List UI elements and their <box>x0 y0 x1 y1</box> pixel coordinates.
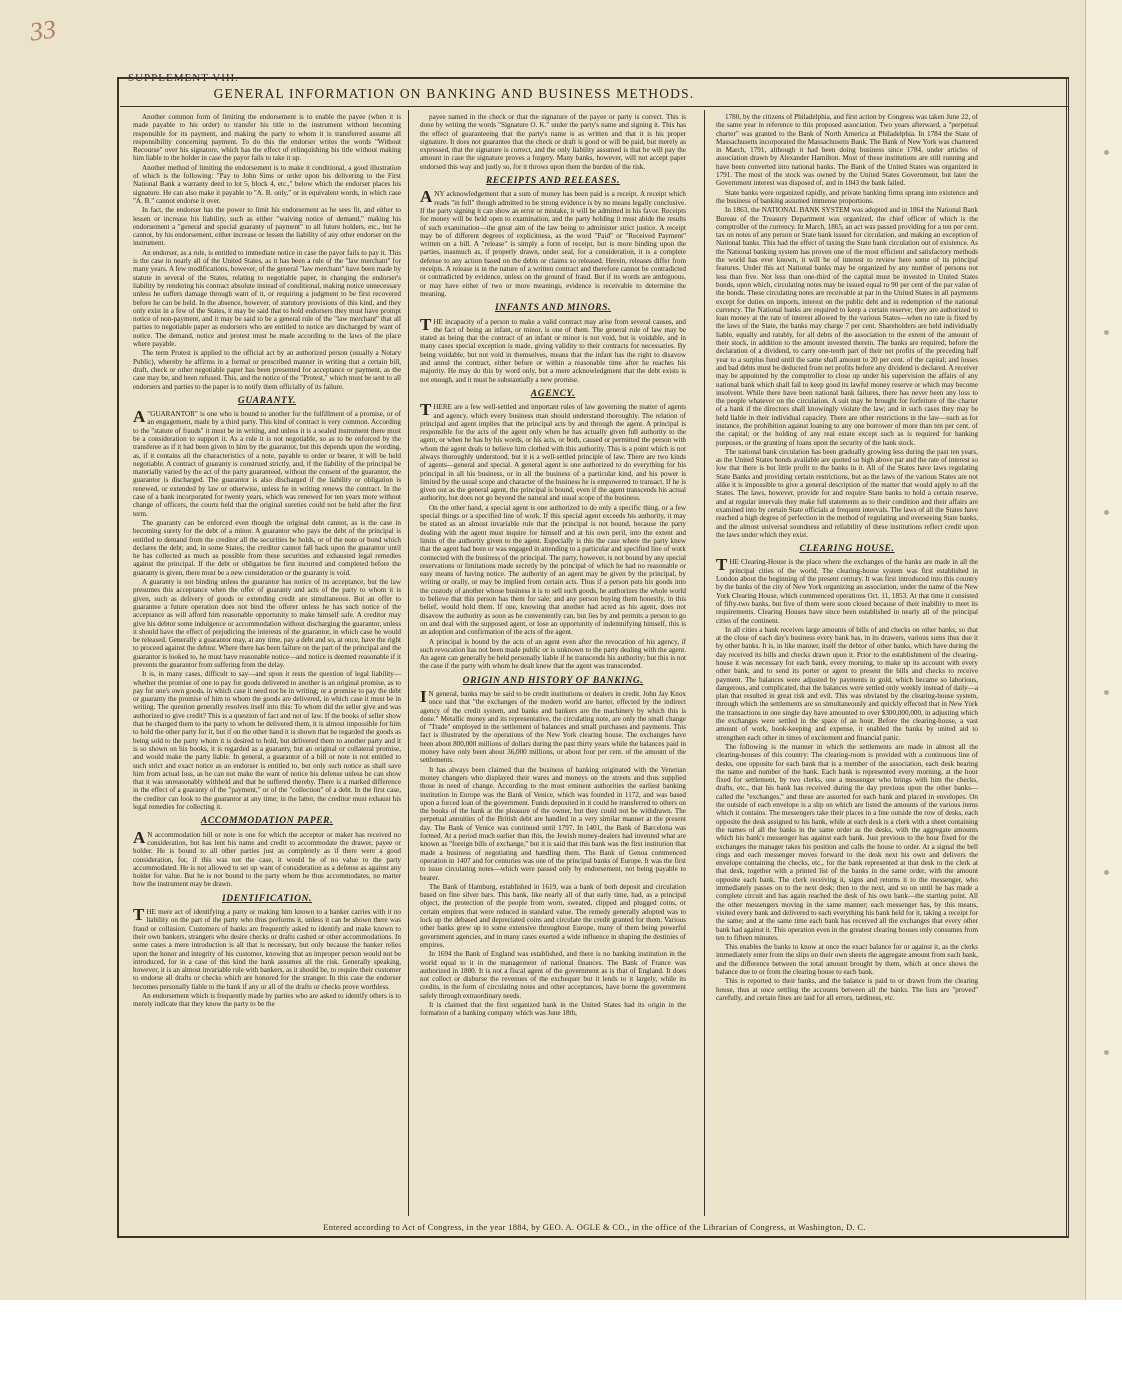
text-column-2 <box>420 113 686 1213</box>
column-divider <box>704 110 705 1216</box>
frame-top-border <box>117 77 1069 79</box>
paragraph: THE Clearing-House is the place where the exchanges of the banks are made in all the principal cities of the world. The clearing-house system was first established in London about the beginning of the present century. It was first introduced into this country by the banks of the city of New York organizing an association, under the name of the New York Clearing House, which commenced operations Oct. 11, 1853. At that time it consisted of fifty-two banks, but five of them were soon closed because of their inability to meet its requirements. Clearing Houses have since been established in nearly all of the principal cities of the continent. <box>716 555 978 625</box>
paragraph: ANY acknowledgement that a sum of money has been paid is a receipt. A receipt which reads "in full" though admitted to be strong evidence is by no means legally conclusive. If the party signing it can show an error or mistake, it will be admitted in his favor. Receipts for money will be held open to examination, and the party holding it must abide the results of such examination—the great aim of the law being to administer strict justice. A receipt may be of different degrees of explicitness, as the word "Paid" or "Received Payment" written on a bill. A "release" is simply a form of receipt, but is more binding upon the parties, inasmuch as, if properly drawn, under seal, for a consideration, it is a complete defense to any action based on the debts or claims so released. Herein, releases differ from receipts. A release is in the nature of a written contract and therefore cannot be contradicted or contradicted by evidence, unless on the ground of fraud. But if its words are ambiguous, or may have either of two or more meanings, evidence is receivable to determine the meaning. <box>420 187 686 298</box>
paragraph: In all cities a bank receives large amounts of bills of and checks on other banks, so that at the close of each day's business every bank has, in its drawers, various sums thus due it by other banks. It is, in like manner, itself the debtor of other banks, which have during the day received its bills and checks drawn upon it. Prior to the establishment of the clearing-house it was necessary for each bank, every morning, to make up its account with every other bank, and to send its porter or agent to present the bills and checks to receive payment. The balances were adjusted by payments in gold, which became so laborious, dangerous, and complicated, that the balances were settled only weekly instead of daily—a plan that resulted in great risk and evil. This was obviated by the clearing-house system, through which the settlements are so simultaneously and quickly effected that in New York the transactions in one single day have amounted to over $300,000,000, in adjusting which the exchanges were settled in the space of an hour. Before the clearing-house, a vast amount of work, book-keeping and expense, it enabled the banks by united aid to strengthen each other in times of excitement and financial panic. <box>716 625 978 742</box>
binding-hole <box>1104 870 1109 875</box>
paragraph: The Bank of Hamburg, established in 1619, was a bank of both deposit and circulation based on fine silver bars. This bank, like nearly all of that early time, had, as a principal object, the protection of the people from worn, sweated, clipped and plugged coins, or certain empires that were reduced in standard value. The remedy generally adopted was to lock up the debased and depreciated coins and circulate the credit granted for them. Various other banks grew up to some extensive throughout Europe, many of them being powerful government agencies, and in many cases exerted a wide influence in shaping the destinies of empires. <box>420 882 686 949</box>
paragraph: Another method of limiting the endorsement is to make it conditional, a good illustration of which is the following: "Pay to John Sims or order upon his delivering to the First National Bank a warranty deed to lot 5, block 4, etc.," below which the endorser places his signature. He can also make it payable to "A. B. only," or in equivalent words, in which case "A. B." cannot endorse it over. <box>133 163 401 205</box>
paragraph: An endorsement which is frequently made by parties who are asked to identify others is to merely indicate that they know the party to be the <box>133 991 401 1009</box>
paragraph: In fact, the endorser has the power to limit his endorsement as he sees fit, and either to lessen or increase his liability, such as either "waiving notice of demand," making his endorsement a "general and special guaranty of payment" to all future holders, etc., but he cannot, by his endorsement, either increase or lessen the liability of any other endorser on the instrument. <box>133 206 401 248</box>
section-heading-clearing-house: CLEARING HOUSE. <box>799 544 895 555</box>
paragraph: It has always been claimed that the business of banking originated with the Venetian money changers who displayed their wares and moneys on the streets and thus supplied those in need of change. According to the most eminent authorities the earliest banking institution in Europe was the Bank of Venice, which was founded in 1172, and was based upon a forced loan of the government. Funds deposited in it could be transferred to others on the books of the bank at the pleasure of the owner, but they could not be withdrawn. The perpetual annuities of the British debt are handled in a very similar manner at the present day. The Bank of Venice was continued until 1797. In 1401, the Bank of Barcelona was formed. At a period much earlier than this, the Jewish money-dealers had invented what are known as "foreign bills of exchange," but it is said that this bank was the first institution that made a business of negotiating and handling them. The Bank of Genoa commenced operation in 1407 and for centuries was one of the principal banks of Europe. It was the first to issue circulating notes—which were passed only by endorsement, not being payable to bearer. <box>420 765 686 882</box>
paragraph: It is claimed that the first organized bank in the United States had its origin in the formation of a banking company which was June 18th, <box>420 1000 686 1018</box>
frame-right-border <box>1066 78 1069 1238</box>
paragraph: Another common form of limiting the endorsement is to enable the payee (when it is made payable to his order) to transfer his title to the instrument without becoming responsible for its payment, and making the party to whom it is transferred assume all responsibility concerning payment. To do this the endorser writes the words "Without Recourse" over his signature, which has the effect of relinquishing his title without making him liable to the holder in case the payor fails to take it up. <box>133 113 401 163</box>
binding-hole <box>1104 510 1109 515</box>
section-heading-accommodation-paper: ACCOMMODATION PAPER. <box>200 816 334 827</box>
paragraph: THERE are a few well-settled and important rules of law governing the matter of agents and agency, which every business man should understand thoroughly. The relation of principal and agent implies that the principal acts by and through the agent. A principal is responsible for the acts of the agent only when he has actually given full authority to the agent, or when he has by his words, or his acts, or both, caused or permitted the person with whom the agent deals to believe him clothed with this authority. This is a point which is not always thoroughly understood, but it is a well-settled principle of law. There are two kinds of agents—general and special. A general agent is one authorized to do everything for his principal in all his business, or in all the business of a particular kind, and his power is limited by the usual scope and character of the business he is empowered to transact. If he is given out as the general agent, the principal is bound, even if the agent transcends his actual authority, but does not go beyond the natural and usual scope of the business. <box>420 400 686 503</box>
paragraph: THE mere act of identifying a party or making him known to a banker carries with it no liability on the part of the party who thus preforms it, unless it can be shown there was fraud or collusion. Customers of banks are frequently asked to identify and make known to their own bankers, strangers who desire checks or drafts cashed or other accommodations. In some cases a mere introduction is all that is necessary, but only because the banker relies upon the honor and integrity of his customer, knowing that an improper person would not be introduced, for in a case of this kind the bank assumes all the risk. Generally speaking, however, it is an almost invariable rule with bankers, as it should be, to require their customer to endorse all drafts or checks which are honored for the stranger. In this case the endorser becomes personally liable to the bank if any or all of the drafts or checks prove worthless. <box>133 905 401 991</box>
paragraph: It is, in many cases, difficult to say—and upon it rests the question of legal liability—whether the promise of one to pay for goods delivered to another is an original promise, as to pay for one's own goods, in which case it need not be in writing; or a promise to pay the debt or guaranty the promise of him to whom the goods are delivered, in which case it must be in writing. The question generally resolves itself into this: To whom did the seller give and was authorized to give credit? This is a question of fact and not of law. If the books of seller show that he charged them to the party to whom he delivered them, it is almost impossible for him to hold the other party for it, but if on the other hand it is shown that he regarded the goods as being sold to the party whom it is desired to hold, but delivered them to another party and it is so shown on his books, it is regarded as a guaranty, but an original or collateral promise, and would make the party liable. In general, a guarantor of a bill or note is not entitled to such strict and exact notice as an endorser is entitled to, but only such notice as shall save him from actual loss, as he can not make the want of notice his defense unless he can show that it was unreasonably withheld and that he suffered thereby. There is a marked difference in the effect of a guaranty of the "payment," or of the "collection" of a debt. In the first case, the creditor can look to the guarantor at any time; in the latter, the creditor must exhaust his legal remedies for collecting it. <box>133 670 401 812</box>
page-number-mark: 33 <box>28 14 58 47</box>
paragraph: The guaranty can be enforced even though the original debt cannot, as is the case in becoming surety for the debt of a minor. A guarantor who pays the debt of the principal is entitled to demand from the creditor all the securities he holds, or of the note or bond which declares the debt; and, in some States, the creditor cannot fall back upon the guarantor until he has collected as much as possible from these securities and exhausted legal remedies against the principal. If the debt or obligation be first incurred and completed before the guaranty is given, there must be a new consideration or the guaranty is void. <box>133 518 401 577</box>
supplement-label: SUPPLEMENT VIII. <box>128 72 239 84</box>
section-heading-guaranty: GUARANTY. <box>237 395 297 406</box>
paragraph: In 1694 the Bank of England was established, and there is no banking institution in the world equal to it in the management of national finances. The Bank of France was authorized in 1800. It is not a fiscal agent of the government as is that of England. It does not collect or disburse the revenues of the exchequer but it lends to it largely, while its credits, in the form of circulating notes and other acceptances, have borne the government safely through extraordinary needs. <box>420 950 686 1000</box>
binding-hole <box>1104 1050 1109 1055</box>
text-column-3 <box>716 113 978 1213</box>
page-title: GENERAL INFORMATION ON BANKING AND BUSINESS METHODS. <box>213 86 695 101</box>
paragraph: A principal is bound by the acts of an agent even after the revocation of his agency, if such revocation has not been made public or is unknown to the party dealing with the agent. An agent can generally be held personally liable if he transcends his authority; but this is not the case if the party with whom he dealt knew that the agent was transcended. <box>420 637 686 671</box>
paragraph: 1780, by the citizens of Philadelphia, and first action by Congress was taken June 22, of the same year in reference to this proposed association. Two years afterward, a "perpetual charter" was granted to the Bank of North America at Philadelphia. In 1784 the State of Massachusetts incorporated the Massachusetts Bank. The Bank of New York was chartered in March, 1791, although it had been doing business since 1784, under articles of association drawn by Alexander Hamilton. Most of these institutions are still running and have been converted into national banks. The Bank of the United States was organized in 1791. The most of the stock was owned by the United States Government, but later the Government interest was disposed of, and in 1843 the bank failed. <box>716 113 978 188</box>
paragraph: The national bank circulation has been gradually growing less during the past ten years, as the United States bonds available are quoted so high above par and the rate of interest so low that there is but little profit to the banks in it. All of the States have laws regulating State Banks and providing certain restrictions, but as the laws of the various States are not alike it is impossible to give a general description of the matter that would apply to all the States. The laws, however, provide for and require State banks to hold a certain reserve, and at regular intervals they make full statements as to their condition and their affairs are examined into by certain State officials at frequent intervals. The laws of all the States have reached a high degree of perfection in the method of regulating and overseeing State banks, and the almost universal soundness and reliability of these institutions reflect credit upon the laws under which they exist. <box>716 447 978 539</box>
paragraph: AN accommodation bill or note is one for which the acceptor or maker has received no consideration, but has lent his name and credit to accommodate the drawer, payee or holder. He is bound to all other parties just as completely as if there were a good consideration, for, if this was not the case, it would be of no value to the party accommodated. He is not allowed to set up want of consideration as a defense as against any holder for value. But he is not bound to the party whom he thus accommodates, no matter how the instrument may be drawn. <box>133 827 401 889</box>
section-heading-infants-minors: INFANTS AND MINORS. <box>494 303 612 314</box>
text-column-1 <box>133 113 401 1213</box>
binding-hole <box>1104 330 1109 335</box>
paragraph: IN general, banks may be said to be credit institutions or dealers in credit. John Jay Knox once said that "the exchanges of the modern world are barter, effected by the indirect agency of the credit system, and banks and bankers are the machinery by which this is done." Metallic money and its representative, the circulating note, are only the small change of "Trade" employed in the settlement of balances and small purchases and payments. This fact is illustrated by the operations of the New York clearing house. The exchanges have been about 800,000 millions of dollars during the past thirty years while the balances paid in money have only been about 36,000 millions, or about four per cent. of the amount of the settlements. <box>420 687 686 765</box>
paragraph: payee named in the check or that the signature of the payee or party is correct. This is done by writing the words "Signature O. K." under the party's name and signing it. This has the effect of guaranteeing that the party's name is as written and that it is his proper signature. It does not guarantee that the check or draft is good or will be paid, but merely as expressed, that the signature is correct, and the only liability assumed is that he will pay the amount in case the signature proves a forgery. Many banks, however, will not accept paper endorsed this way and justly so, for it throws upon them the burden of the risk. <box>420 113 686 171</box>
section-heading-identification: IDENTIFICATION. <box>221 893 313 904</box>
paragraph: An endorser, as a rule, is entitled to immediate notice in case the payor fails to pay it. This is the case in nearly all of the United States, as it has been a rule of the "law merchant" for many years. A few modifications, however, of the general "law merchant" have been made by statute in several of the States, relating to negotiable paper, in changing the endorser's liability by rendering his contract absolute instead of conditional, making notice unnecessary unless he suffers damage through want of it, or requiring a judgment to be first recovered before he can be held. In the absence, however, of statutory provisions of this kind, and they only exist in a few of the States, it may be said that to hold endorsers they must have prompt notice of non-payment, and it may be said to be a general rule of the "law merchant" that all parties to negotiable paper as endorsers who are entitled to notice are discharged by want of notice. The demand, notice and protest must be made according to the laws of the place where payable. <box>133 248 401 349</box>
paragraph: This enables the banks to know at once the exact balance for or against it, as the clerks immediately enter from the slips on their own sheets the aggregate amount from each bank, and the difference between the total amount brought by them, which at once shows the balance due to or from the clearing house to each bank. <box>716 943 978 976</box>
frame-bottom-border <box>117 1236 1069 1238</box>
paragraph: The following is the manner in which the settlements are made in almost all the clearing-houses of this country: The clearing-room is provided with a continuous line of desks, one opposite for each bank that is a member of the association, each desk bearing the name and number of the bank. Each bank is represented every morning, at the hour fixed for settlement, by two clerks, one a messenger who brings with him the checks, drafts, etc., that his bank has received during the day previous upon the other banks—called the "exchanges," and these are assorted for each bank and placed in envelopes. On the outside of each envelope is a slip on which are listed the amounts of the various items which it contains. The messengers take their places in a line outside the row of desks, each opposite the desk assigned to his bank, while at each desk is a clerk with a sheet containing the names of all the banks in the same order as the desks, with the aggregate amounts which his bank's messenger has against each bank. Just previous to the hour fixed for the exchanges the manager takes his position and calls the house to order. At a signal the bell rings and each messenger moves forward to the desk next his own and delivers the envelope containing the checks, etc., for the bank represented at that desk to the clerk at that desk, together with a printed list of the banks in the same order, with the amount opposite each bank. The clerk receiving it, signs and returns it to the messenger, who immediately passes on to the next desk; then to the next, and so on until he has made a complete circuit and has again reached the desk of his own bank—the starting point. All the other messengers moving in the same manner; each messenger has, by this means, visited every bank and delivered to each everything his bank held for it, taking a receipt for the same; and at the same time each bank has received all the exchanges that every other bank had against it. This operation even in the greatest clearing houses only consumes from ten to fifteen minutes. <box>716 742 978 942</box>
paragraph: A guaranty is not binding unless the guarantor has notice of its acceptance, but the law presumes this acceptance when the offer of guaranty and acts of the party to whom it is given, such as delivery of goods or extending credit are simultaneous. But an offer to guarantee a future operation does not bind the offerer unless he has such notice of the acceptance as will afford him reasonable opportunity to make himself safe. A creditor may give his debtor some indulgence or accommodation without discharging the guarantor, unless it should have the effect of prejudicing the interests of the guarantor, in which case he would be released. Generally a guarantor may, at any time, pay a debt and so, at once, have the right to proceed against the debtor. Where there has been failure on the part of the principal and the guarantor is looked to, he must have reasonable notice—and notice is deemed reasonable if it prevents the guarantor from suffering from the delay. <box>133 578 401 669</box>
bottom-margin <box>0 1300 1122 1390</box>
paragraph: This is reported to their banks, and the balance is paid to or drawn from the clearing house, thus at once settling the accounts between all the banks. The lists are "proved" carefully, and certain fines are laid for all errors, tardiness, etc. <box>716 977 978 1002</box>
paragraph: On the other hand, a special agent is one authorized to do only a specific thing, or a few special things or a specified line of work. If this special agent exceeds his authority, it may be stated as an almost invariable rule that the principal is not bound, because the party dealing with the agent must inquire for himself and at his own peril, into the extent and limits of the authority given to the agent. Especially is this the case where the party knew that the agent had been or was engaged in attending to a particular and specified line of work connected with the business of the principal. The party, however, is not bound by any special reservations or limitations made secretly by the principal of which he had no reasonable or easy means of having notice. The authority of an agent may be given by the principal, by writing or orally, or may be implied from certain acts. Thus if a person puts his goods into the custody of another whose business it is to sell such goods, he authorizes the whole world to believe that this person has them for sale; and any person buying them honestly, in this belief, would hold them. If one, knowing that another had acted as his agent, does not disavow the authority as soon as he conveniently can, but lies by and permits a person to go on and deal with the supposed agent, or lose an opportunity of indemnifying himself, this is an adoption and confirmation of the acts of the agent. <box>420 503 686 637</box>
paragraph: THE incapacity of a person to make a valid contract may arise from several causes, and the fact of being an infant, or minor, is one of them. The general rule of law may be stated as being that the contract of an infant or minor is not void, but is voidable, and in many cases special exception is made, giving validity to their contracts for necessaries. By being voidable, but not void in themselves, means that the infant has the right to disavow and annul the contract, either before or within a reasonable time after he reaches his majority. He may do this by word only, but a mere acknowledgment that the debt exists is not enough, and it must be substantially a new promise. <box>420 314 686 384</box>
title-divider <box>120 106 1069 107</box>
copyright-footer: Entered according to Act of Congress, in the year 1884, by GEO. A. OGLE & CO., in the office of the Librarian of Congress, at Washington, D. C. <box>323 1222 866 1232</box>
paragraph: A"GUARANTOR" is one who is bound to another for the fulfillment of a promise, or of an engagement, made by a third party. This kind of contract is very common. According to the "statute of frauds" it must be in writing, and unless it is a sealed instrument there must be a consideration to support it. As a rule it is not negotiable, so as to be enforced by the transferee as if it had been given to him by the guarantor, but this depends upon the wording, as, if it contains all the characteristics of a note, payable to order or bearer, it will be held negotiable. A contract of guaranty is construed strictly, and, if the liability of the principal be materially varied by the act of the party guaranteed, without the consent of the guarantor, the guarantor is discharged. The guarantor is also discharged if the liability or obligation is renewed, or extended by law or otherwise, unless he in writing renews the contract. In the case of a bank incorporated for twenty years, which was renewed for ten years more without change of officers, the courts held that the original sureties could not be held after the first term. <box>133 407 401 518</box>
section-heading-receipts: RECEIPTS AND RELEASES. <box>485 176 620 187</box>
paragraph: State banks were organized rapidly, and private banking firms sprang into existence and the business of banking assumed immense proportions. <box>716 188 978 205</box>
section-heading-agency: AGENCY. <box>530 388 576 399</box>
binding-hole <box>1104 690 1109 695</box>
column-divider <box>408 110 409 1216</box>
paragraph: The term Protest is applied to the official act by an authorized person (usually a Notary Public), whereby he affirms in a formal or prescribed manner in writing that a certain bill, draft, check or other negotiable paper has been presented for acceptance or payment, as the case may be, and been refused. This, and the notice of the "Protest," which must be sent to all endorsers and parties to the paper is to notify them officially of its failure. <box>133 349 401 391</box>
section-heading-origin-banking: ORIGIN AND HISTORY OF BANKING. <box>462 675 644 686</box>
paragraph: In 1863, the NATIONAL BANK SYSTEM was adopted and in 1864 the National Bank Bureau of the Treasury Department was organized, the chief officer of which is the comptroller of the currency. In March, 1865, an act was passed providing for a ten per cent. tax on notes of any person or State bank issued for circulation, and making an exception of National banks. This had the effect of taxing the State bank circulation out of existence. As the National banking system has proven one of the most efficient and satisfactory methods the world has ever known, it will be of interest to review here some of its principal features. Under this act National banks may be organized by any number of persons not less than five. Not less than one-third of the capital must be invested in United States bonds, upon which, circulating notes may be issued equal to 90 per cent of the par value of the bonds. These circulating notes are receivable at par in the United States in all payments except for duties on imports, interest on the public debt and in redemption of the national currency. The National banks are required to keep a certain reserve; they are authorized to loan money at the rate of interest allowed by the various States—when no rate is fixed by the laws of the State, the banks may charge 7 per cent. Shareholders are held individually liable, equally and ratably, for all debts of the association to the extent of the amount of their stock, in addition to the amount invested therein. The banks are required, before the declaration of a dividend, to carry one-tenth part of their net profits of the preceding half year to a surplus fund until the same shall amount to 20 per cent. of the capital; and losses and bad debts must be deducted from net profits before any dividend is declared. A receiver may be appointed by the comptroller to close up under his supervision the affairs of any national bank which shall fail to keep good its lawful money reserve or which may become insolvent. While there have been national bank failures, there has never been any loss to the people whatever on the circulation. A suit may be brought for forfeiture of the charter of a bank if the directors shall knowingly violate the law; and in such cases they may be held liable in their individual capacity. There are other restrictions in the law—such as for instance, the prohibition against loaning to any one borrower of more than ten per cent. of the capital; or the holding of any real estate except such as is required for banking purposes, or the granting of loans upon the security of the bank stock. <box>716 206 978 447</box>
frame-left-border <box>117 77 119 1238</box>
sheet-binding-edge <box>1085 0 1122 1300</box>
binding-hole <box>1104 150 1109 155</box>
